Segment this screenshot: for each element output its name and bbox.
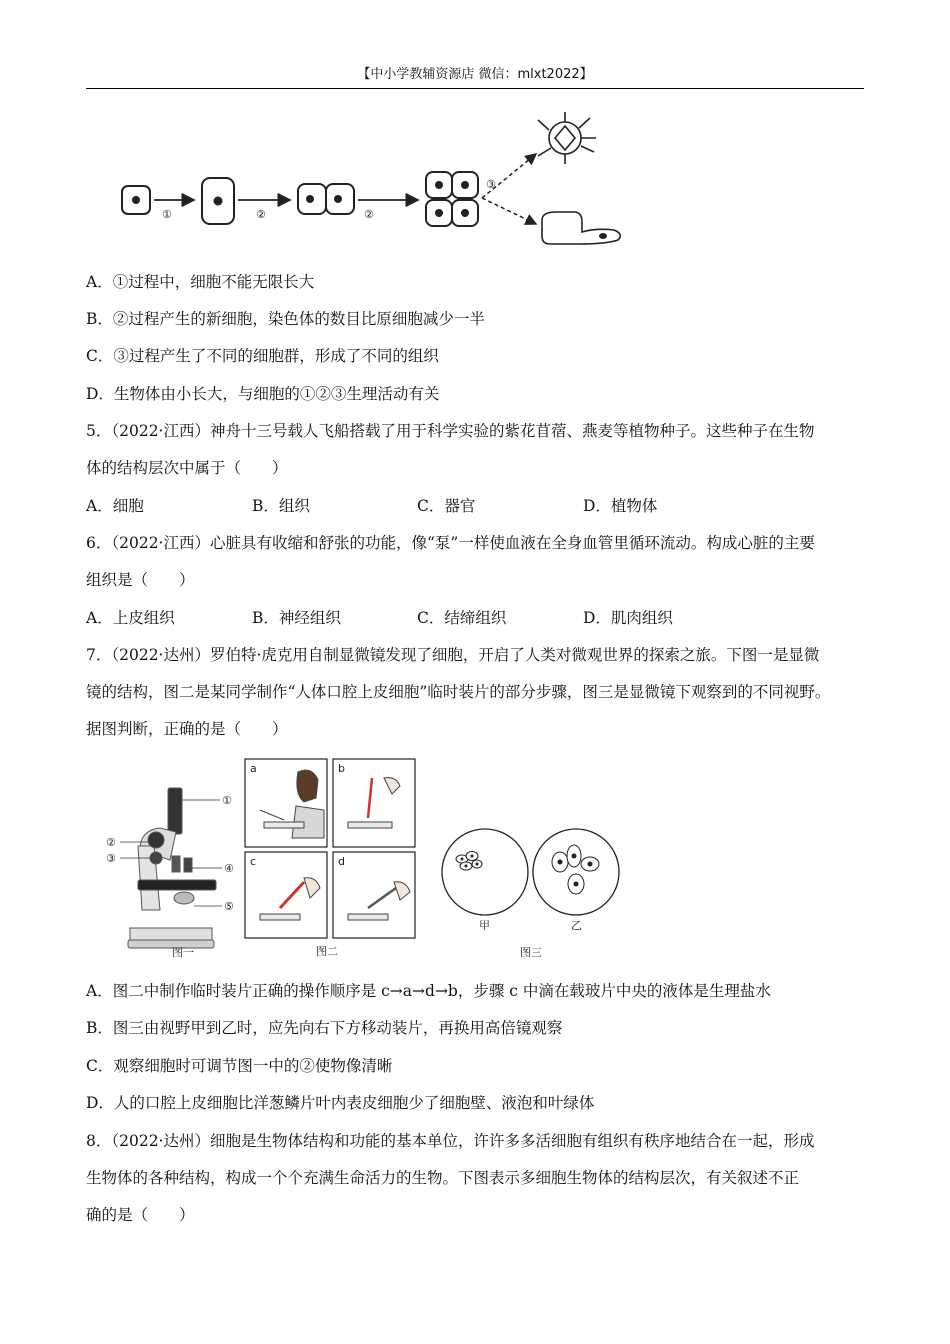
microscope-views-figure bbox=[440, 826, 625, 960]
q5-option-a: A．细胞 bbox=[86, 497, 144, 515]
q6-option-d: D．肌肉组织 bbox=[583, 609, 673, 627]
q7-option-a: A．图二中制作临时装片正确的操作顺序是 c→a→d→b，步骤 c 中滴在载玻片中央的液体是生理盐水 bbox=[86, 982, 771, 1000]
fig1-label-3: ③ bbox=[106, 852, 116, 865]
q7-option-c: C．观察细胞时可调节图一中的②使物像清晰 bbox=[86, 1057, 393, 1075]
step-label: ③ bbox=[486, 178, 496, 191]
q6-option-a: A．上皮组织 bbox=[86, 609, 175, 627]
fig2-caption: 图二 bbox=[316, 945, 338, 958]
fig2-panel-c: c bbox=[250, 855, 257, 868]
q4-option-c: C．③过程产生了不同的细胞群，形成了不同的组织 bbox=[86, 347, 439, 365]
q5-stem: 5．（2022·江西）神舟十三号载人飞船搭载了用于科学实验的紫花苜蓿、燕麦等植物种子。这些种子在生物 bbox=[86, 422, 815, 440]
q4-option-b: B．②过程产生的新细胞，染色体的数目比原细胞减少一半 bbox=[86, 310, 485, 328]
step-label: ② bbox=[256, 208, 266, 221]
q4-option-a: A．①过程中，细胞不能无限长大 bbox=[86, 273, 315, 291]
fig3-view-jia: 甲 bbox=[479, 919, 490, 932]
q5-option-c: C．器官 bbox=[417, 497, 476, 515]
q7-stem: 7．（2022·达州）罗伯特·虎克用自制显微镜发现了细胞，开启了人类对微观世界的探索之旅。下图一是显微 bbox=[86, 646, 820, 664]
fig3-caption: 图三 bbox=[520, 946, 542, 959]
cell-division-figure bbox=[110, 112, 630, 262]
q7-stem-cont2: 据图判断，正确的是（ ） bbox=[86, 720, 288, 738]
q5-option-d: D．植物体 bbox=[583, 497, 658, 515]
q6-stem-cont: 组织是（ ） bbox=[86, 571, 195, 589]
q5-stem-cont: 体的结构层次中属于（ ） bbox=[86, 459, 288, 477]
q8-stem-cont2: 确的是（ ） bbox=[86, 1206, 195, 1224]
q5-option-b: B．组织 bbox=[252, 497, 310, 515]
fig2-panel-d: d bbox=[338, 855, 345, 868]
microscope-figure bbox=[100, 760, 245, 960]
step-label: ① bbox=[162, 208, 172, 221]
fig3-view-yi: 乙 bbox=[571, 919, 582, 932]
fig1-label-5: ⑤ bbox=[224, 900, 234, 913]
q7-option-d: D．人的口腔上皮细胞比洋葱鳞片叶内表皮细胞少了细胞壁、液泡和叶绿体 bbox=[86, 1094, 595, 1112]
page-header: 【中小学教辅资源店 微信：mlxt2022】 bbox=[86, 64, 864, 89]
fig2-panel-a: a bbox=[250, 762, 257, 775]
q6-option-b: B．神经组织 bbox=[252, 609, 341, 627]
step-label: ② bbox=[364, 208, 374, 221]
q6-option-c: C．结缔组织 bbox=[417, 609, 507, 627]
fig1-caption: 图一 bbox=[172, 946, 194, 959]
q6-stem: 6．（2022·江西）心脏具有收缩和舒张的功能，像“泵”一样使血液在全身血管里循环流动。构成心脏的主要 bbox=[86, 534, 815, 552]
q7-stem-cont: 镜的结构，图二是某同学制作“人体口腔上皮细胞”临时装片的部分步骤，图三是显微镜下观察到的不同视野。 bbox=[86, 683, 831, 701]
fig1-label-4: ④ bbox=[224, 862, 234, 875]
q4-option-d: D．生物体由小长大，与细胞的①②③生理活动有关 bbox=[86, 385, 440, 403]
q8-stem: 8．（2022·达州）细胞是生物体结构和功能的基本单位，许许多多活细胞有组织有秩序地结合在一起，形成 bbox=[86, 1132, 815, 1150]
fig2-panel-b: b bbox=[338, 762, 345, 775]
q7-option-b: B．图三由视野甲到乙时，应先向右下方移动装片，再换用高倍镜观察 bbox=[86, 1019, 563, 1037]
fig1-label-1: ① bbox=[222, 794, 232, 807]
q8-stem-cont: 生物体的各种结构，构成一个个充满生命活力的生物。下图表示多细胞生物体的结构层次，有关叙述不正 bbox=[86, 1169, 800, 1187]
slide-steps-figure bbox=[244, 758, 422, 960]
fig1-label-2: ② bbox=[106, 836, 116, 849]
